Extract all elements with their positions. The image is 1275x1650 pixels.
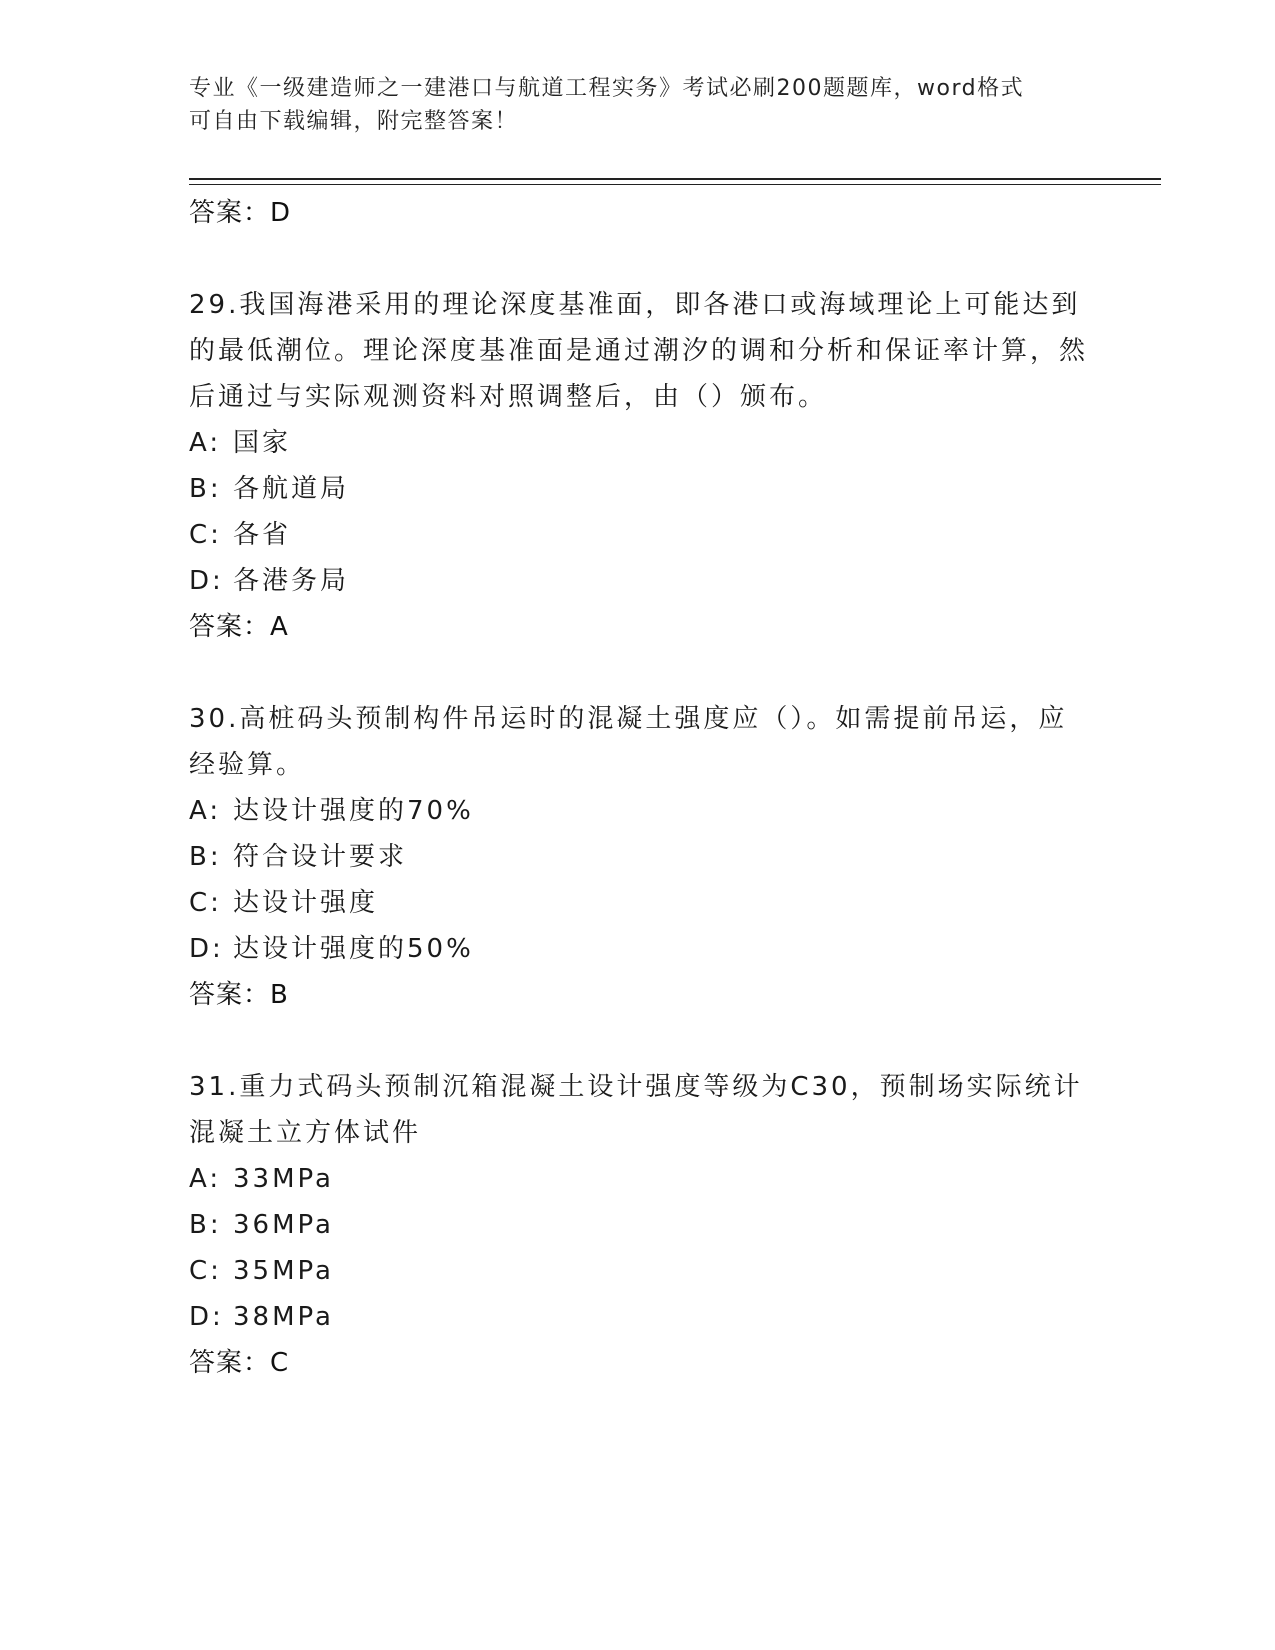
header-text-line-2: 可自由下载编辑，附完整答案！ (189, 109, 519, 134)
option-text: 36MPa (233, 1210, 334, 1240)
option-text: 达设计强度的70% (233, 796, 474, 826)
option-a (189, 1156, 1089, 1202)
option-c (189, 880, 1089, 926)
spacer (189, 650, 1089, 696)
document-header (189, 72, 1069, 138)
option-text: 33MPa (233, 1164, 334, 1194)
option-letter: A: (189, 796, 222, 826)
option-letter: D: (189, 1302, 224, 1332)
question-stem: 31.重力式码头预制沉箱混凝土设计强度等级为C30，预制场实际统计混凝土立方体试件 (189, 1072, 1083, 1148)
option-b (189, 1202, 1089, 1248)
option-text: 35MPa (233, 1256, 334, 1286)
spacer (189, 1018, 1089, 1064)
option-text: 38MPa (233, 1302, 334, 1332)
question-list (189, 190, 1089, 1386)
question-answer: 答案：B (189, 980, 289, 1010)
option-c (189, 512, 1089, 558)
option-letter: C: (189, 1256, 222, 1286)
option-letter: A: (189, 428, 222, 458)
option-text: 符合设计要求 (233, 842, 408, 872)
option-b (189, 834, 1089, 880)
option-d (189, 926, 1089, 972)
header-text-line-1: 专业《一级建造师之一建港口与航道工程实务》考试必刷200题题库，word格式 (189, 76, 1025, 101)
option-a (189, 420, 1089, 466)
option-text: 达设计强度的50% (233, 934, 474, 964)
option-text: 各港务局 (233, 566, 350, 596)
question-stem: 30.高桩码头预制构件吊运时的混凝土强度应（）。如需提前吊运，应经验算。 (189, 704, 1068, 780)
option-letter: C: (189, 888, 222, 918)
option-a (189, 788, 1089, 834)
question-block (189, 1064, 1089, 1386)
question-answer: 答案：A (189, 612, 289, 642)
option-letter: B: (189, 1210, 222, 1240)
option-b (189, 466, 1089, 512)
option-text: 各航道局 (233, 474, 350, 504)
question-block (189, 282, 1089, 650)
option-letter: A: (189, 1164, 222, 1194)
header-divider-thin (189, 184, 1161, 185)
question-answer: 答案：C (189, 1348, 290, 1378)
option-letter: C: (189, 520, 222, 550)
question-stem: 29.我国海港采用的理论深度基准面，即各港口或海域理论上可能达到的最低潮位。理论深度基准面是通过潮汐的调和分析和保证率计算，然后通过与实际观测资料对照调整后，由（）颁布。 (189, 290, 1089, 412)
option-d (189, 558, 1089, 604)
option-text: 各省 (233, 520, 292, 550)
question-block (189, 696, 1089, 1018)
option-letter: D: (189, 566, 224, 596)
option-d (189, 1294, 1089, 1340)
option-text: 达设计强度 (233, 888, 379, 918)
option-letter: D: (189, 934, 224, 964)
option-text: 国家 (233, 428, 292, 458)
option-letter: B: (189, 474, 222, 504)
option-c (189, 1248, 1089, 1294)
option-letter: B: (189, 842, 222, 872)
spacer (189, 236, 1089, 282)
previous-question-answer: 答案：D (189, 198, 292, 228)
header-divider-thick (189, 178, 1161, 180)
